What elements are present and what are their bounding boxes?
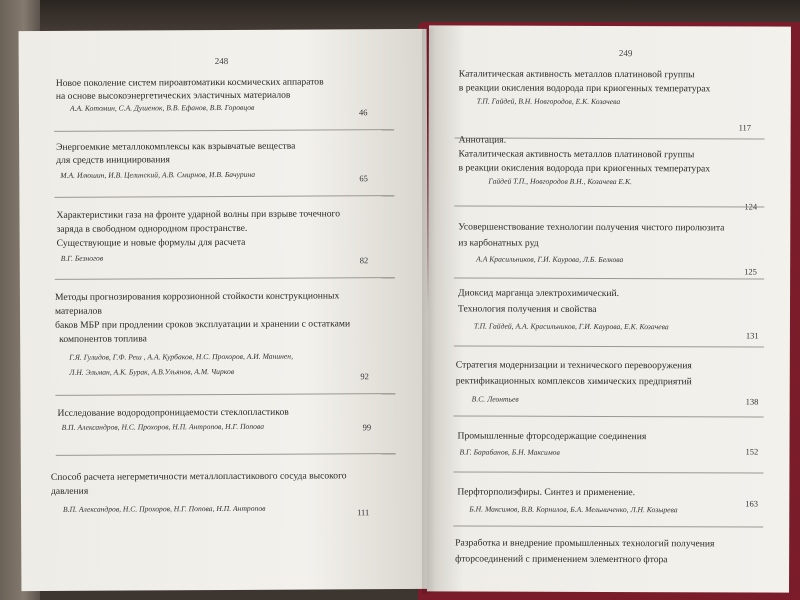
divider [54, 129, 394, 132]
toc-entry [458, 133, 710, 188]
right-page [427, 25, 791, 592]
toc-entry [458, 219, 724, 266]
divider [454, 415, 764, 417]
entry-title-line: Способ расчета негерметичности металлопластикового сосуда высокого [50, 470, 347, 483]
toc-entry [455, 535, 714, 568]
entry-title-line: Технология получения и свойства [457, 303, 597, 315]
entry-title-line: Каталитическая активность металлов платиновой группы [458, 148, 695, 161]
entry-title-line: для средств инициирования [56, 154, 170, 166]
divider [55, 393, 395, 396]
divider [454, 277, 764, 279]
entry-title-line: Характеристики газа на фронте ударной волны при взрыве точечного [56, 208, 341, 221]
entry-page-number: 99 [362, 422, 372, 433]
entry-title-line: Аннотация. [458, 134, 507, 146]
entry-authors: В.Г. Барабанов, Б.Н. Максимов [459, 447, 560, 457]
entry-page-number: 92 [360, 371, 369, 382]
entry-authors: Т.П. Гайдей, А.А. Красильников, Г.И. Каурова, Е.К. Козачева [473, 321, 669, 332]
toc-entry [58, 406, 289, 434]
entry-authors: В.Г. Безногов [60, 253, 104, 263]
toc-entry [56, 140, 295, 182]
entry-authors: В.С. Леонтьев [471, 394, 519, 404]
entry-title-line: из карбонатных руд [458, 237, 539, 249]
divider [454, 345, 764, 347]
toc-entry [51, 469, 347, 516]
entry-title-line: Промышленные фторсодержащие соединения [457, 430, 647, 443]
toc-entry [457, 485, 677, 516]
toc-entry [458, 285, 669, 333]
entry-title-line: Перфторполиэфиры. Синтез и применение. [457, 486, 636, 499]
entry-title-line: Энергоемкие металлокомплексы как взрывчатые вещества [56, 140, 296, 153]
entry-title-line: ректификационных комплексов химических предприятий [455, 375, 692, 388]
toc-entry [56, 207, 340, 264]
page-number: 248 [214, 55, 229, 67]
left-page [19, 29, 430, 591]
toc-entry [55, 289, 350, 380]
page-number: 249 [618, 48, 633, 59]
entry-title-line: Существующие и новые формулы для расчета [56, 236, 246, 249]
entry-title-line: Усовершенствование технологии получения чистого пиролюзита [458, 221, 725, 234]
entry-page-number: 65 [359, 173, 368, 184]
entry-title-line: в реакции окисления водорода при криогенных температурах [458, 162, 711, 175]
toc-entry [456, 357, 692, 406]
entry-title-line: Методы прогнозирования коррозионной стойкости конструкционных [54, 290, 340, 303]
divider [453, 471, 763, 473]
entry-title-line: давления [50, 485, 89, 497]
entry-title-line: Стратегия модернизации и технического перевооружения [455, 359, 692, 372]
entry-page-number: 152 [745, 446, 759, 457]
entry-page-number: 82 [359, 255, 369, 266]
entry-title-line: заряда в свободном однородном пространстве. [56, 222, 248, 235]
entry-authors: Б.Н. Максимов, В.В. Корнилов, Б.А. Мельниченко, Л.Н. Козырева [469, 504, 678, 515]
entry-authors: Г.Я. Гулидов, Г.Ф. Реш , А.А. Курбаков, Н.С. Прохоров, А.И. Манинен, [69, 351, 293, 362]
entry-title-line: компонентов топлива [59, 333, 147, 345]
divider [55, 277, 395, 280]
book-gutter [422, 28, 436, 594]
entry-title-line: баков МБР при продлении сроков эксплуатации и хранении с остатками [55, 318, 351, 331]
entry-page-number: 125 [744, 266, 757, 277]
entry-authors: В.П. Александров, Н.С. Прохоров, Н.Г. Попова, Н.П. Антропов [63, 503, 266, 514]
toc-entry [56, 75, 324, 114]
toc-entry [457, 429, 646, 459]
entry-page-number: 138 [745, 396, 759, 407]
entry-authors: Л.Н. Эльман, А.К. Бурак, А.В.Ульянов, А.М. Чирков [69, 366, 235, 377]
entry-title-line: материалов [54, 305, 102, 317]
divider [56, 453, 396, 456]
toc-entry [459, 67, 711, 108]
entry-page-number: 111 [357, 507, 370, 518]
entry-authors: Гайдей Т.П., Новгородов В.Н., Козачева Е.К. [488, 176, 632, 187]
entry-title-line: Разработка и внедрение промышленных технологий получения [455, 537, 715, 550]
entry-page-number: 131 [745, 330, 759, 341]
entry-title-line: Исследование водородопроницаемости стеклопластиков [57, 406, 289, 419]
entry-page-number: 117 [738, 122, 752, 133]
entry-title-line: Диоксид марганца электрохимический. [458, 287, 620, 300]
entry-page-number: 46 [358, 107, 368, 118]
entry-page-number: 163 [745, 498, 759, 509]
entry-title-line: в реакции окисления водорода при криогенных температурах [458, 82, 711, 95]
divider [453, 525, 763, 527]
entry-authors: А.А Красильников, Г.И. Каурова, Л.Б. Белкова [476, 254, 624, 265]
entry-authors: В.П. Александров, Н.С. Прохоров, Н.П. Антропов, Н.Г. Попова [61, 421, 265, 432]
entry-page-number: 124 [744, 201, 758, 212]
entry-authors: Т.П. Гайдей, В.Н. Новгородов, Е.К. Козачева [476, 96, 621, 107]
divider [54, 195, 394, 198]
entry-title-line: фторсоединений с применением элементного фтора [455, 553, 668, 566]
entry-authors: А.А. Котомин, С.А. Душенок, В.В. Ефанов, В.В. Горовцов [69, 102, 255, 113]
entry-authors: М.А. Илюшин, И.В. Целинский, А.В. Смирнов, И.В. Бачурина [60, 169, 256, 180]
divider [454, 205, 764, 207]
entry-title-line: Новое поколение систем пироавтоматики космических аппаратов [55, 76, 324, 89]
entry-title-line: на основе высокоэнергетических эластичных материалов [55, 89, 291, 102]
entry-title-line: Каталитическая активность металлов платиновой группы [458, 68, 695, 81]
